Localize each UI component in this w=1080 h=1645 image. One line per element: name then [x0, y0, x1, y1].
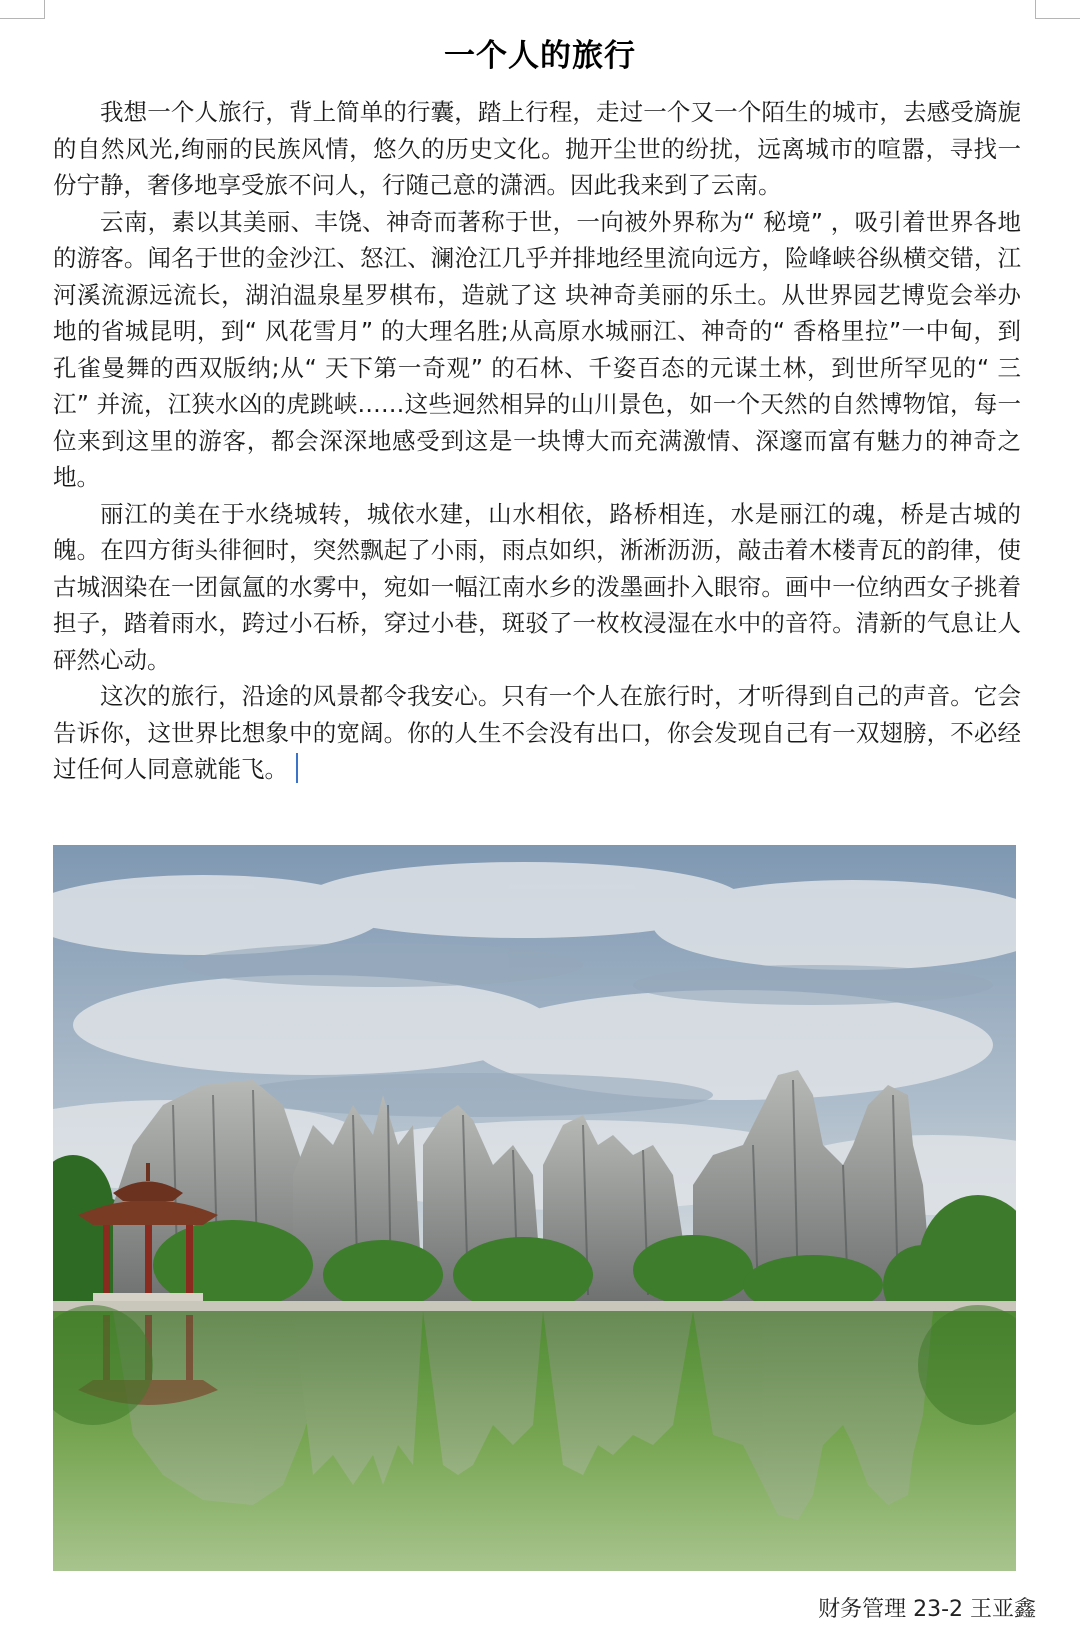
paragraph-2: 云南，素以其美丽、丰饶、神奇而著称于世，一向被外界称为“ 秘境” ，吸引着世界各地的游客。闻名于世的金沙江、怒江、澜沧江几乎并排地经里流向远方，险峰峡谷纵横交错，江河溪流源远流长，湖泊温泉星罗棋布，造就了这 块神奇美丽的乐土。从世界园艺博览会举办地的省城昆明，到“ 风花雪月” 的大理名胜;从高原水城丽江、神奇的“ 香格里拉”一中甸，到孔雀曼舞的西双版纳;从“ 天下第一奇观” 的石林、千姿百态的元谋土林，到世所罕见的“ 三江” 并流，江狭水凶的虎跳峡……这些迥然相异的山川景色，如一个天然的自然博物馆，每一位来到这里的游客，都会深深地感受到这是一块博大而充满激情、深邃而富有魅力的神奇之地。 — [53, 207, 1021, 491]
paragraph-4-text: 这次的旅行，沿途的风景都令我安心。只有一个人在旅行时，才听得到自己的声音。它会告诉你，这世界比想象中的宽阔。你的人生不会没有出口，你会发现自己有一双翅膀，不必经过任何人同意就能飞。 — [53, 682, 1021, 783]
stone-forest-photo — [53, 845, 1016, 1571]
paragraph-3: 丽江的美在于水绕城转，城依水建，山水相依，路桥相连，水是丽江的魂，桥是古城的魄。在四方街头徘徊时，突然飘起了小雨，雨点如织，淅淅沥沥，敲击着木楼青瓦的韵律，使古城洇染在一团氤氲的水雾中，宛如一幅江南水乡的泼墨画扑入眼帘。画中一位纳西女子挑着担子，踏着雨水，跨过小石桥，穿过小巷，斑驳了一枚枚浸湿在水中的音符。清新的气息让人砰然心动。 — [53, 499, 1021, 674]
article-body[interactable] — [53, 94, 1021, 788]
author-signature: 财务管理 23-2 王亚鑫 — [818, 1597, 1036, 1622]
paragraph-1: 我想一个人旅行，背上简单的行囊，踏上行程，走过一个又一个陌生的城市，去感受旖旎的自然风光,绚丽的民族风情，悠久的历史文化。抛开尘世的纷扰，远离城市的喧嚣，寻找一份宁静，奢侈地享受旅不问人，行随己意的潇洒。因此我来到了云南。 — [53, 98, 1021, 199]
paragraph-4 — [53, 678, 1021, 788]
stone-forest-illustration — [53, 845, 1016, 1571]
text-cursor — [296, 753, 298, 783]
page-title: 一个人的旅行 — [444, 38, 636, 74]
page-corner-mark-right — [1035, 0, 1080, 19]
shoreline — [53, 1301, 1016, 1311]
page-corner-mark-left — [0, 0, 45, 19]
